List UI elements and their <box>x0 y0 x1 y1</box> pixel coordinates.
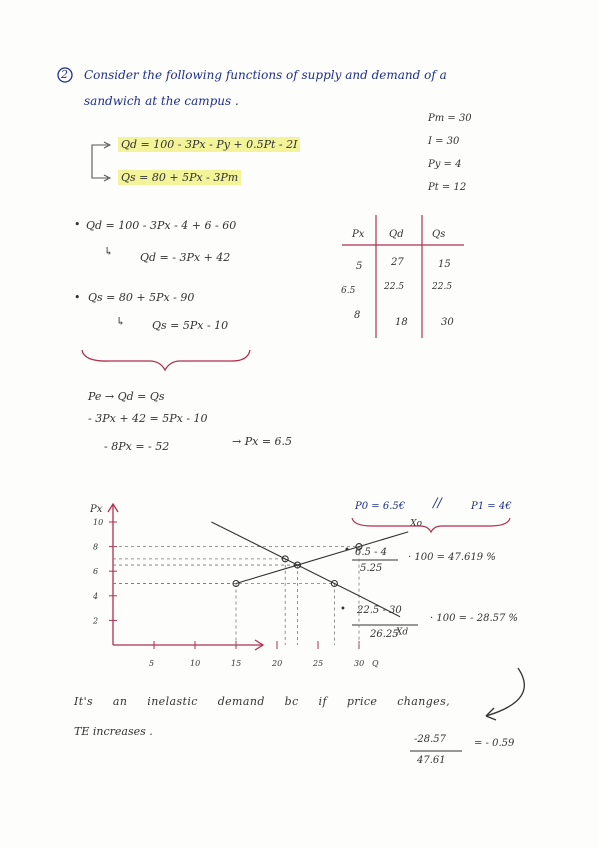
price-p1: P1 = 4€ <box>471 501 512 512</box>
y-tick-label: 4 <box>93 591 99 601</box>
arrow-1: ↳ <box>104 245 114 258</box>
given-i: I = 30 <box>428 136 460 147</box>
x-tick-label: 5 <box>149 659 155 668</box>
conclusion-line1: It's an inelastic demand bc if price changes, <box>74 695 451 708</box>
given-pt: Pt = 12 <box>428 182 467 193</box>
price-change-numerator: 6.5 - 4 <box>355 547 388 558</box>
qs-substitution: Qs = 80 + 5Px - 90 <box>88 291 195 304</box>
qty-change-numerator: 22.5 - 30 <box>357 605 402 616</box>
series-line-xd <box>211 522 400 617</box>
qty-change-result: · 100 = - 28.57 % <box>430 613 519 624</box>
series-line-xo <box>236 532 408 584</box>
table-cell: 5 <box>356 261 363 272</box>
price-change-result: · 100 = 47.619 % <box>408 552 496 563</box>
equilibrium-line1: Pe → Qd = Qs <box>88 390 165 403</box>
y-tick-label: 6 <box>93 567 99 577</box>
table-cell: 15 <box>438 259 451 270</box>
problem-text-line2: sandwich at the campus . <box>84 94 239 108</box>
x-tick-label: 10 <box>190 659 201 668</box>
ratio-result: = - 0.59 <box>474 738 515 749</box>
table-cell: 30 <box>441 317 454 328</box>
bullet-1: • <box>74 218 81 231</box>
ratio-denominator: 47.61 <box>417 755 446 766</box>
y-tick-label: 8 <box>93 542 99 552</box>
series-label-xd: Xd <box>396 627 409 638</box>
bullet-4: • <box>340 604 346 615</box>
problem-text-line1: Consider the following functions of supply and demand of a <box>84 68 447 82</box>
problem-number: 2 <box>61 68 68 81</box>
qs-simplified: Qs = 5Px - 10 <box>152 319 229 332</box>
y-axis-label: Px <box>90 504 103 515</box>
price-separator: // <box>433 496 442 511</box>
price-p0: P0 = 6.5€ <box>355 501 406 512</box>
bullet-2: • <box>74 291 81 304</box>
table-cell: 22.5 <box>384 282 405 292</box>
qd-simplified: Qd = - 3Px + 42 <box>140 251 231 264</box>
y-tick-label: 10 <box>93 518 104 527</box>
price-change-denominator: 5.25 <box>360 563 383 574</box>
table-cell: 6.5 <box>341 286 356 296</box>
table-cell: 8 <box>354 310 361 321</box>
arrow-2: ↳ <box>116 315 126 328</box>
equilibrium-line2: - 3Px + 42 = 5Px - 10 <box>88 412 208 425</box>
x-tick-label: 25 <box>313 659 324 668</box>
conclusion-line2: TE increases . <box>74 725 153 738</box>
x-axis-label: Q <box>372 659 379 668</box>
demand-equation: Qd = 100 - 3Px - Py + 0.5Pt - 2I <box>118 139 300 150</box>
given-pm: Pm = 30 <box>428 113 472 124</box>
supply-equation: Qs = 80 + 5Px - 3Pm <box>118 172 241 183</box>
given-py: Py = 4 <box>428 159 462 170</box>
bullet-3: • <box>344 545 350 556</box>
x-tick-label: 20 <box>272 659 283 668</box>
qty-change-denominator: 26.25 <box>370 629 399 640</box>
table-header-px: Px <box>352 229 365 240</box>
table-cell: 18 <box>395 317 408 328</box>
y-tick-label: 2 <box>93 616 99 626</box>
qd-substitution: Qd = 100 - 3Px - 4 + 6 - 60 <box>86 219 237 232</box>
series-label-xo: Xo <box>410 518 423 529</box>
table-header-qs: Qs <box>432 229 446 240</box>
table-header-qd: Qd <box>389 229 404 240</box>
table-cell: 22.5 <box>432 282 453 292</box>
equilibrium-line3b: → Px = 6.5 <box>232 435 293 448</box>
ratio-numerator: -28.57 <box>414 734 447 745</box>
equilibrium-line3a: - 8Px = - 52 <box>104 440 170 453</box>
x-tick-label: 30 <box>354 659 365 668</box>
table-cell: 27 <box>391 257 404 268</box>
x-tick-label: 15 <box>231 659 242 668</box>
